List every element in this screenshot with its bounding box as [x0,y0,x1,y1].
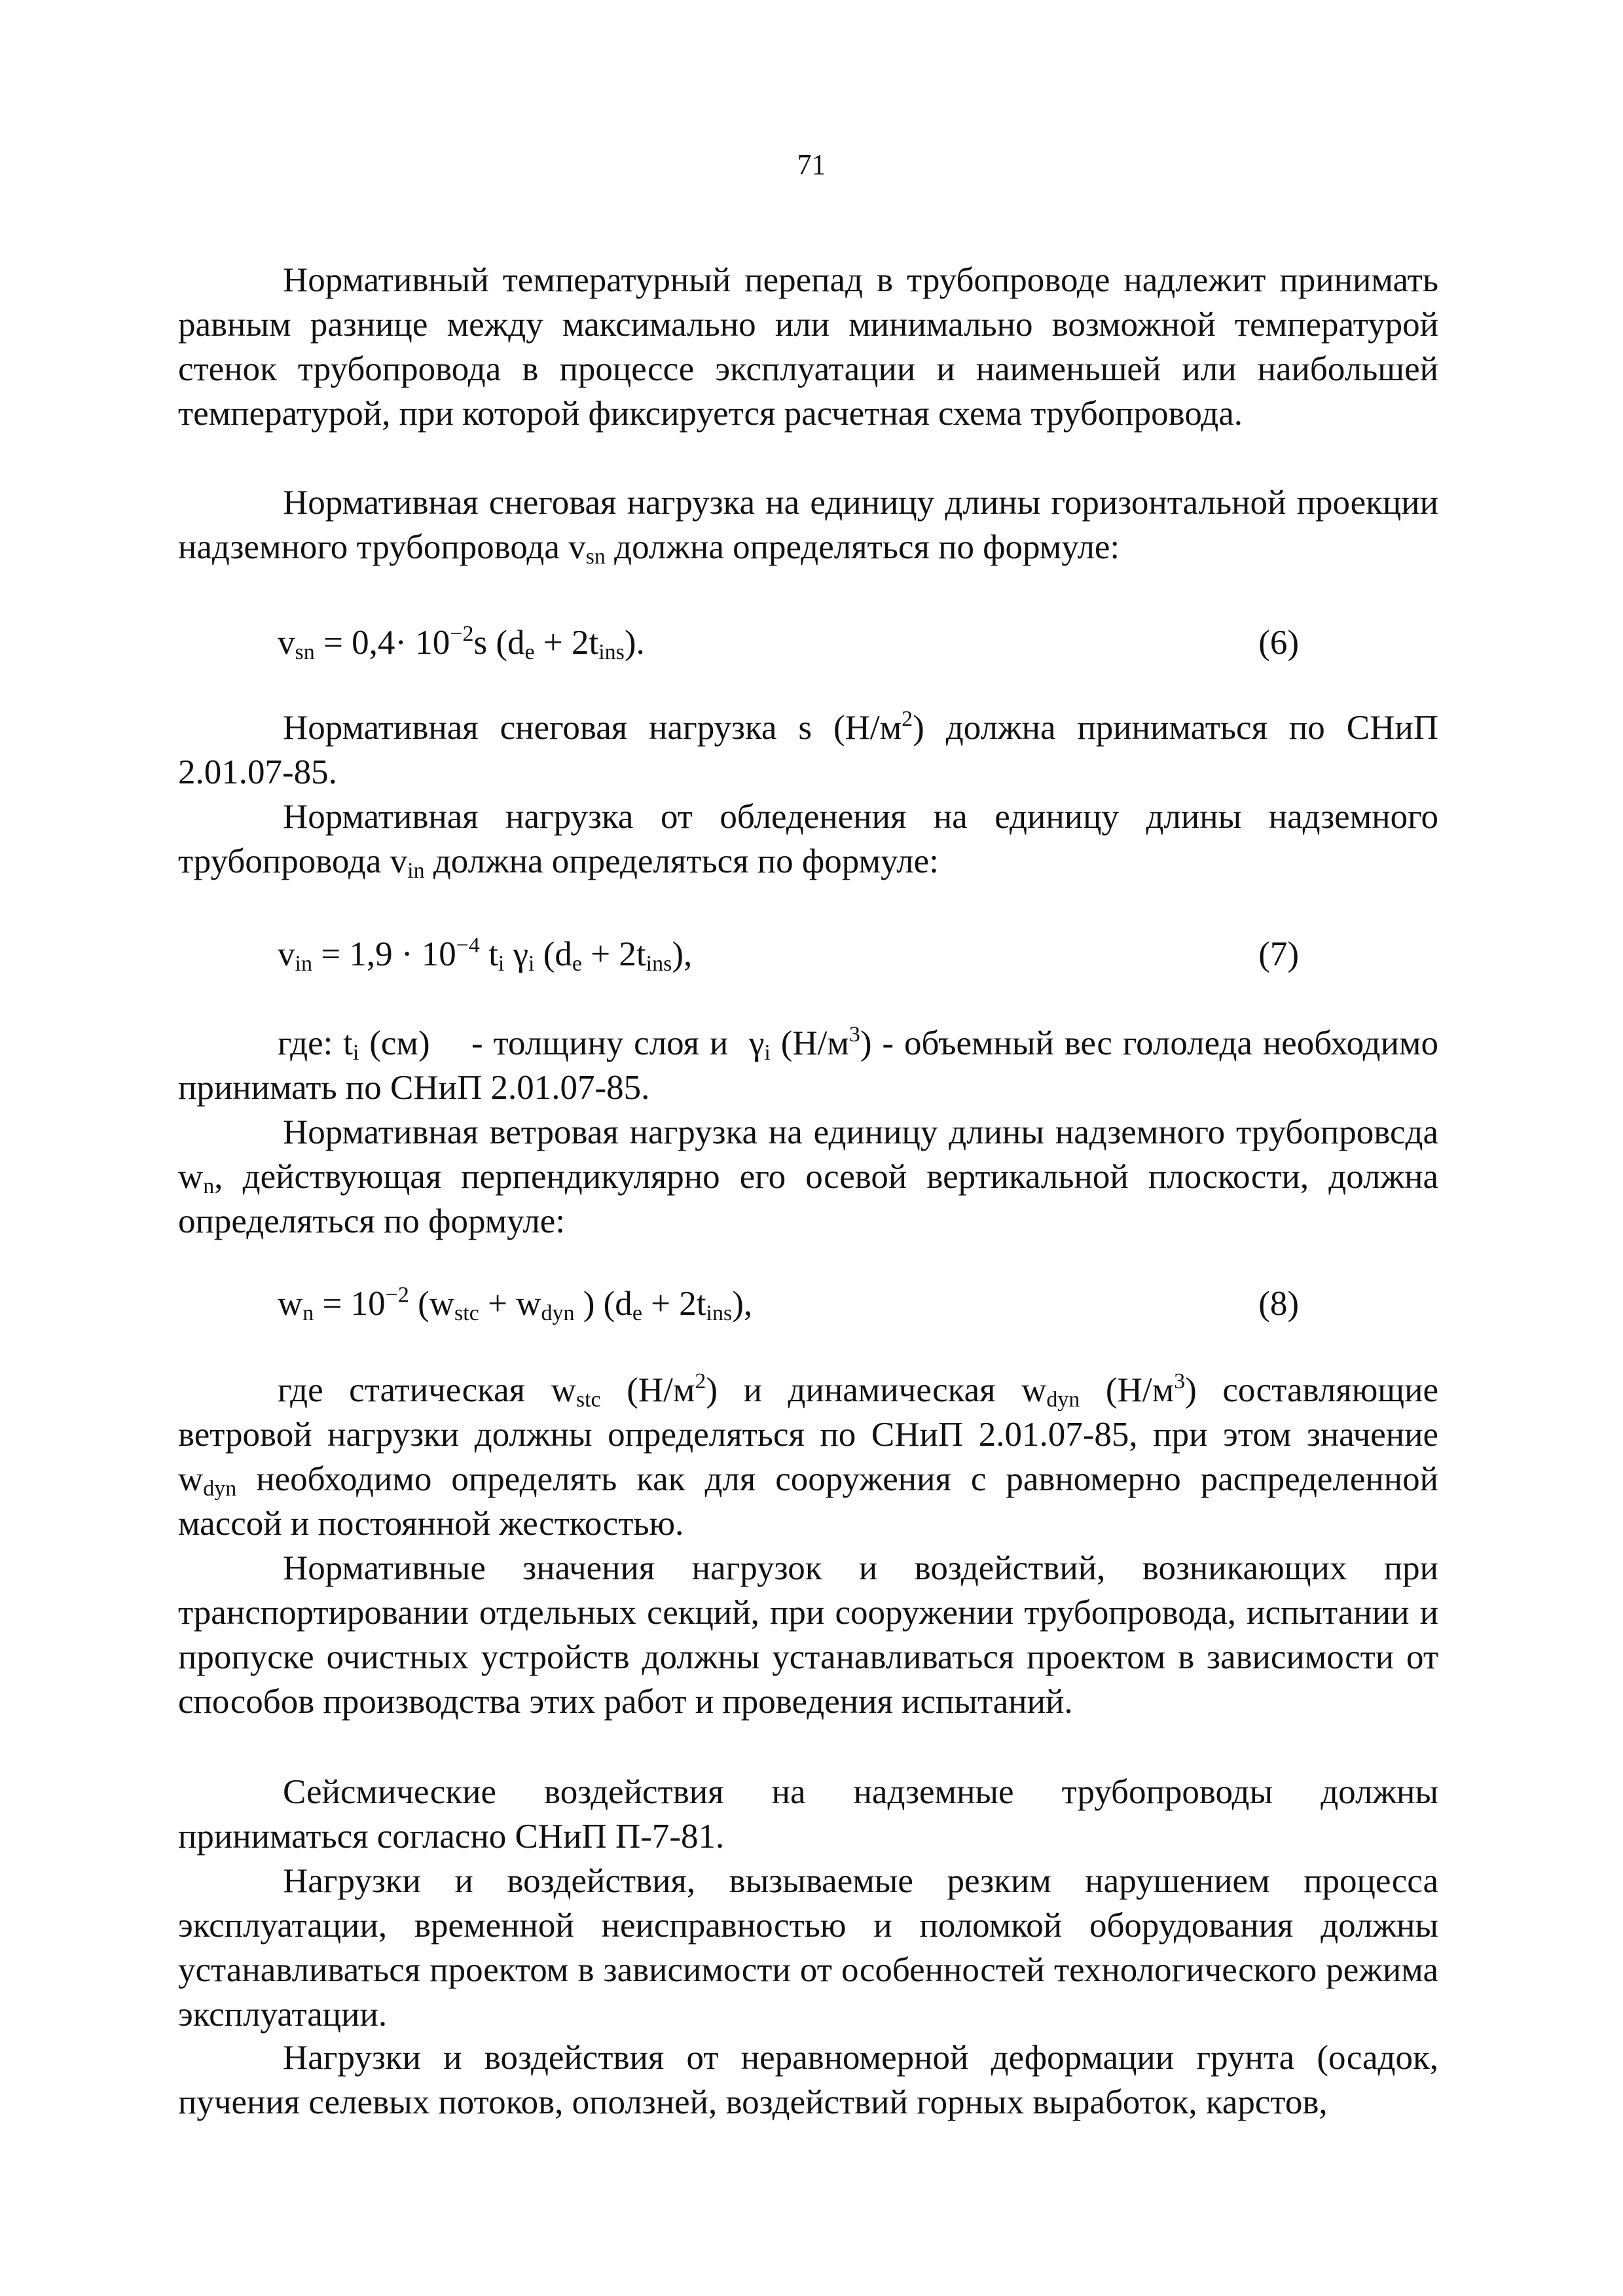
page-number: 71 [797,149,826,181]
paragraph-ice-load-intro: Нормативная нагрузка от обледенения на единицу длины надземного трубопровода $v_{in}$ должна определяться по формуле: [178,798,1438,883]
formula-7-expression: $v_{in} = 1,9 \cdot 10^{-4}$ $t_i$ $\gamma_i$ $(d_e + 2t_{ins})$, [278,933,693,976]
formula-6-expression: $v_{sn} = 0,4\cdot 10^{-2}s$ $(d_e + 2t_{ins})$. [278,622,645,664]
equation-number-6: (6) [1258,624,1299,662]
paragraph-operational-disruption: Нагрузки и воздействия, вызываемые резким нарушением процесса эксплуатации, временной неисправностью и поломкой оборудования должны устанавливаться проектом в зависимости от особенностей технологического режима эксплуатации. [178,1862,1438,2034]
formula-8-expression: $w_n = 10^{-2}$ ($w_{stc} + w_{dyn}$ ) $(d_e + 2t_{ins})$, [278,1283,753,1325]
paragraph-snow-load-intro: Нормативная снеговая нагрузка на единицу длины горизонтальной проекции надземного трубопровода $v_{sn}$ должна определяться по формуле: [178,484,1438,569]
equation-number-7: (7) [1258,935,1299,973]
paragraph-soil-deformation: Нагрузки и воздействия от неравномерной деформации грунта (осадок, пучения селевых потоков, оползней, воздействий горных выработок, карстов, [178,2039,1438,2121]
paragraph-wind-load-intro: Нормативная ветровая нагрузка на единицу длины надземного трубопровсда $w_n$, действующая перпендикулярно его осевой вертикальной плоскости, должна определяться по формуле: [178,1113,1438,1240]
paragraph-transport-loads: Нормативные значения нагрузок и воздействий, возникающих при транспортировании отдельных секций, при сооружении трубопровода, испытании и пропуске очистных устройств должны устанавливаться проектом в зависимости от способов производства этих работ и проведения испытаний. [178,1549,1438,1721]
paragraph-wind-components: где статическая $w_{stc}$ $(Н/м^2)$ и динамическая $w_{dyn}$ $(Н/м^3)$ составляющие ветровой нагрузки должны определяться по СНиП 2.01.07-85, при этом значение $w_{dyn}$ необходимо определять как для сооружения с равномерно распределенной массой и постоянной жесткостью. [178,1369,1438,1543]
paragraph-ice-definitions: где: $t_i$ (см) - толщину слоя и $\gamma_i$ $(Н/м^3)$ - объемный вес гололеда необходимо принимать по СНиП 2.01.07-85. [178,1022,1438,1107]
paragraph-temperature-difference: Нормативный температурный перепад в трубопроводе надлежит принимать равным разнице между максимально или минимально возможной температурой стенок трубопровода в процессе эксплуатации и наименьшей или наибольшей температурой, при которой фиксируется расчетная схема трубопровода. [178,261,1438,433]
equation-number-8: (8) [1258,1285,1299,1323]
paragraph-seismic: Сейсмические воздействия на надземные трубопроводы должны приниматься согласно СНиП П-7-81. [178,1773,1438,1856]
paragraph-snow-load-standard: Нормативная снеговая нагрузка s $(Н/м^2)$ должна приниматься по СНиП 2.01.07-85. [178,707,1438,791]
